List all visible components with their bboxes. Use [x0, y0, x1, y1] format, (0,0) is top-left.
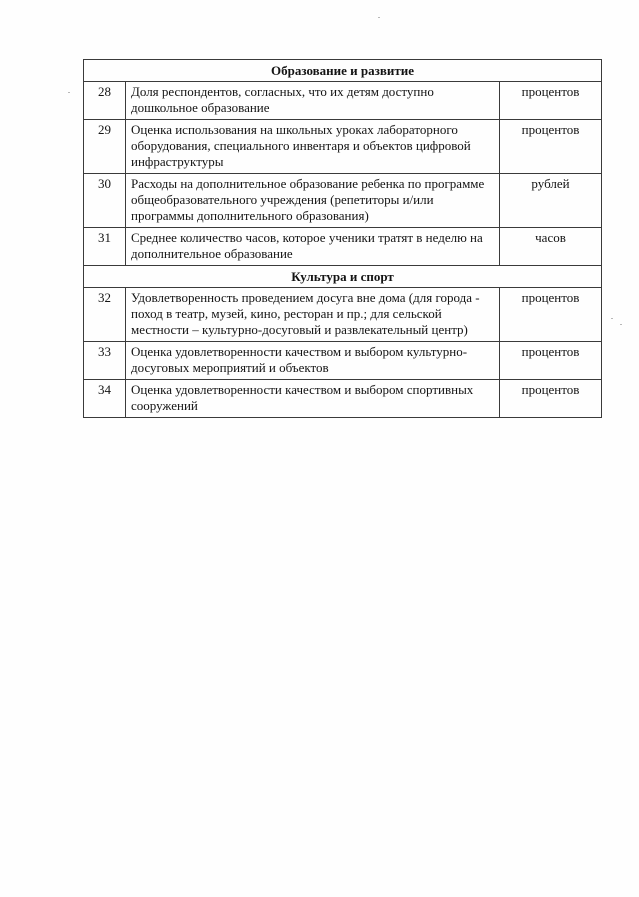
- scan-speck: [378, 17, 380, 18]
- scan-speck: [611, 318, 613, 319]
- table-row: [84, 174, 602, 228]
- indicator-name: Удовлетворенность проведением досуга вне дома (для города - поход в театр, музей, кино, ресторан и пр.; для сельской местности – культурно-досуговый и развлекательный центр): [126, 288, 500, 342]
- row-number: 32: [84, 288, 126, 342]
- section-title: Культура и спорт: [84, 266, 602, 288]
- scan-speck: [68, 92, 70, 93]
- row-number: 30: [84, 174, 126, 228]
- row-number: 31: [84, 228, 126, 266]
- table-row: [84, 228, 602, 266]
- row-number: 34: [84, 380, 126, 418]
- unit-of-measure: процентов: [500, 82, 602, 120]
- row-number: 33: [84, 342, 126, 380]
- section-title: Образование и развитие: [84, 60, 602, 82]
- unit-of-measure: процентов: [500, 288, 602, 342]
- table-row: [84, 120, 602, 174]
- table-row: [84, 82, 602, 120]
- table-row: [84, 342, 602, 380]
- indicator-name: Оценка удовлетворенности качеством и выбором спортивных сооружений: [126, 380, 500, 418]
- unit-of-measure: часов: [500, 228, 602, 266]
- indicators-table: [83, 59, 602, 418]
- indicator-name: Оценка удовлетворенности качеством и выбором культурно-досуговых мероприятий и объектов: [126, 342, 500, 380]
- section-header-row: [84, 266, 602, 288]
- indicator-name: Доля респондентов, согласных, что их детям доступно дошкольное образование: [126, 82, 500, 120]
- unit-of-measure: процентов: [500, 342, 602, 380]
- scan-speck: [620, 324, 622, 325]
- indicator-name: Оценка использования на школьных уроках лабораторного оборудования, специального инвентаря и объектов цифровой инфраструктуры: [126, 120, 500, 174]
- table-row: [84, 288, 602, 342]
- indicator-name: Среднее количество часов, которое ученики тратят в неделю на дополнительное образование: [126, 228, 500, 266]
- unit-of-measure: рублей: [500, 174, 602, 228]
- unit-of-measure: процентов: [500, 120, 602, 174]
- table-row: [84, 380, 602, 418]
- indicator-name: Расходы на дополнительное образование ребенка по программе общеобразовательного учреждения (репетиторы и/или программы дополнительного образования): [126, 174, 500, 228]
- unit-of-measure: процентов: [500, 380, 602, 418]
- section-header-row: [84, 60, 602, 82]
- row-number: 28: [84, 82, 126, 120]
- row-number: 29: [84, 120, 126, 174]
